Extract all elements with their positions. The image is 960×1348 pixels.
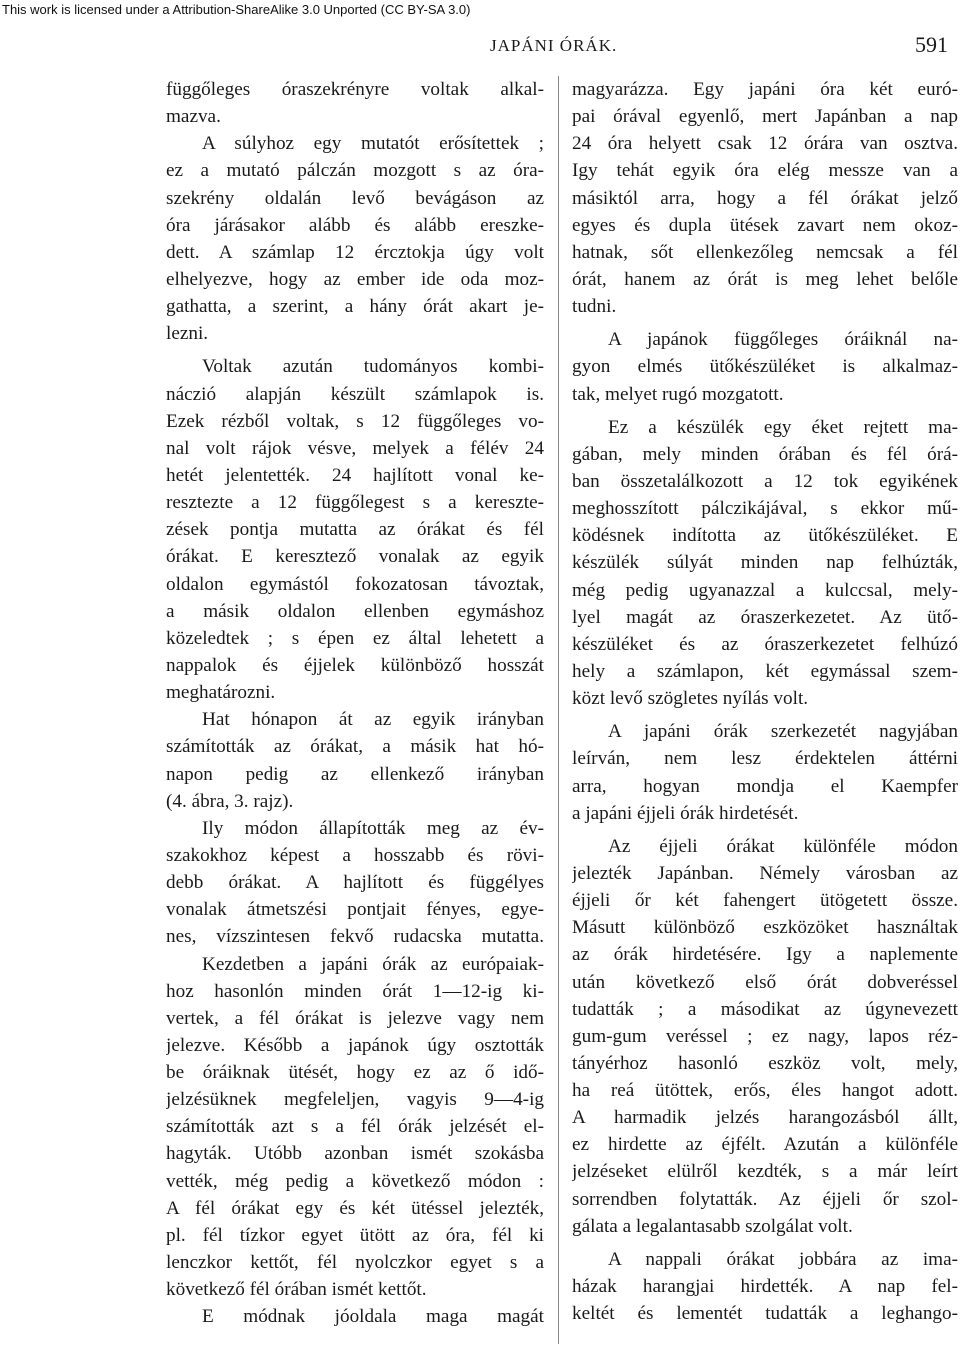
text-line: vették, még pedig a következő módon : [166, 1170, 544, 1192]
text-line: meghatározni. [166, 682, 276, 704]
text-line: E módnak jóoldala maga magát [202, 1306, 544, 1328]
text-line: nes, vízszintesen fekvő rudacska mutatta. [166, 926, 544, 948]
text-line: közeledtek ; s épen ez által lehetett a [166, 627, 544, 649]
text-line: hagyták. Utóbb azonban ismét szokásba [166, 1143, 544, 1165]
text-line: gyon elmés ütőkészüléket is alkalmaz- [572, 356, 958, 378]
text-line: pai órával egyenlő, mert Japánban a nap [572, 106, 958, 128]
text-line: ez hirdette az éjfélt. Azután a különféle [572, 1134, 958, 1156]
text-line: lenczkor kettőt, fél nyolczkor egyet s a [166, 1252, 544, 1274]
text-line: jelezve. Később a japánok úgy osztották [166, 1034, 544, 1056]
text-line: vonalak átmetszési pontjait fényes, egye- [166, 899, 544, 921]
text-line: be óráiknak ütését, hogy ez az ő idő- [166, 1062, 544, 1084]
text-line: ha reá ütöttek, erős, éles hangot adott. [572, 1080, 958, 1102]
text-line: 24 óra helyett csak 12 órára van osztva. [572, 133, 958, 155]
text-line: órákat. E keresztező vonalak az egyik [166, 546, 544, 568]
text-line: éjjeli őr két fahengert ütögetett össze. [572, 890, 958, 912]
text-line: A fél órákat egy és két ütéssel jelezték, [166, 1197, 544, 1219]
text-line: hoz hasonlón minden órát 1—12-ig ki- [166, 980, 544, 1002]
text-line: gum-gum veréssel ; ez nagy, lapos réz- [572, 1025, 958, 1047]
text-line: pl. fél tízkor egyet ütött az óra, fél ki [166, 1224, 544, 1246]
text-line: gában, mely minden órában és fél órá- [572, 443, 958, 465]
text-line: keltét és lementét tudatták a leghango- [572, 1303, 958, 1325]
text-line: lezni. [166, 323, 209, 345]
text-line: mazva. [166, 106, 221, 128]
text-line: jelezték Japánban. Némely városban az [572, 862, 958, 884]
text-line: hatnak, sőt ellenkezőleg nemcsak a fél [572, 241, 958, 263]
text-line: a japáni éjjeli órák hirdetését. [572, 802, 799, 824]
text-line: függőleges óraszekrényre voltak alkal- [166, 79, 544, 100]
text-line: ködésnek indította az ütőkészüléket. E [572, 525, 958, 547]
text-line: az órák hirdetésére. Igy a naplemente [572, 944, 958, 966]
text-line: gathatta, a szerint, a hány órát akart je- [166, 296, 544, 318]
text-line: következő fél órában ismét kettőt. [166, 1279, 427, 1301]
license-notice: This work is licensed under a Attribution-ShareAlike 3.0 Unported (CC BY-SA 3.0) [2, 2, 471, 17]
running-head: JAPÁNI ÓRÁK. [490, 36, 618, 55]
text-line: tudni. [572, 296, 617, 318]
text-line: zések pontja mutatta az órákat és fél [166, 519, 544, 541]
text-line: hely a számlapon, két egymással szem- [572, 660, 958, 682]
text-line: Voltak azután tudományos kombi- [202, 356, 544, 378]
text-line: debb órákat. A hajlított és függélyes [166, 872, 544, 894]
text-line: Igy tehát egyik óra elég messze van a [572, 160, 958, 182]
text-line: A japáni órák szerkezetét nagyjában [608, 721, 958, 743]
text-line: közt levő szögletes nyílás volt. [572, 688, 809, 710]
text-line: tányérhoz hasonló eszköz volt, mely, [572, 1052, 958, 1074]
text-line: számították az órákat, a másik hat hó- [166, 736, 544, 758]
text-line: egyes és dupla ütések zavart nem okoz- [572, 214, 958, 236]
text-line: tudatták ; a másodikat az úgynevezett [572, 998, 958, 1020]
text-line: gálata a legalantasabb szolgálat volt. [572, 1215, 853, 1237]
text-line: számították azt s a fél órák jelzését el- [166, 1116, 544, 1138]
text-line: óra járásakor alább és alább ereszke- [166, 214, 544, 236]
text-line: Az éjjeli órákat különféle módon [608, 835, 958, 857]
text-line: a másik oldalon ellenben egymáshoz [166, 600, 544, 622]
text-line: szekrény oldalán levő bevágáson az [166, 187, 544, 209]
text-line: A nappali órákat jobbára az ima- [608, 1248, 958, 1270]
text-line: nappalok és éjjelek különböző hosszát [166, 654, 544, 676]
text-line: magyarázza. Egy japáni óra két euró- [572, 79, 958, 100]
text-line: Másutt különböző eszközöket használtak [572, 917, 958, 939]
text-line: Ily módon állapították meg az év- [202, 817, 544, 839]
text-line: még pedig ugyanazzal a kulccsal, mely- [572, 579, 958, 601]
text-line: lyel magát az óraszerkezetet. Az ütő- [572, 606, 958, 628]
text-line: náczió alapján készült számlapok is. [166, 383, 544, 405]
text-line: oldalon egymástól fokozatosan távoztak, [166, 573, 544, 595]
column-divider [558, 76, 559, 1344]
text-line: A súlyhoz egy mutatót erősítettek ; [202, 133, 544, 155]
text-line: resztezte a 12 függőlegest s a kereszte- [166, 492, 544, 514]
text-line: Ezek rézből voltak, s 12 függőleges vo- [166, 410, 544, 432]
text-line: másiktól arra, hogy a fél órákat jelző [572, 187, 958, 209]
text-line: készülék súlyát minden nap felhúzták, [572, 552, 958, 574]
text-line: nal volt rájok vésve, melyek a félév 24 [166, 437, 544, 459]
left-column [166, 76, 544, 1330]
text-line: házak harangjai hirdették. A nap fel- [572, 1276, 958, 1298]
text-line: Ez a készülék egy éket rejtett ma- [608, 416, 958, 438]
text-line: jelzéseket elülről kezdték, s a már leírt [572, 1161, 958, 1183]
text-line: (4. ábra, 3. rajz). [166, 790, 294, 812]
text-line: Kezdetben a japáni órák az európaiak- [202, 953, 544, 975]
text-line: után következő első órát dobveréssel [572, 971, 958, 993]
text-line: hetét jelentették. 24 hajlított vonal ke- [166, 464, 544, 486]
text-line: tak, melyet rugó mozgatott. [572, 383, 784, 405]
text-line: A harmadik jelzés harangozásból állt, [572, 1107, 958, 1129]
text-line: órát, hanem az órát is meg lehet belőle [572, 268, 958, 290]
text-line: ban összetalálkozott a 12 tok egyikének [572, 470, 958, 492]
text-line: A japánok függőleges óráiknál na- [608, 329, 958, 351]
text-line: jelzésüknek megfeleljen, vagyis 9—4-ig [166, 1089, 544, 1111]
text-line: Hat hónapon át az egyik irányban [202, 709, 544, 731]
text-line: készüléket és az óraszerkezetet felhúzó [572, 633, 958, 655]
right-column [572, 76, 958, 1327]
text-line: ez a mutató pálczán mozgott s az óra- [166, 160, 544, 182]
text-line: szakokhoz képest a hosszabb és rövi- [166, 844, 544, 866]
text-line: leírván, nem lesz érdektelen áttérni [572, 748, 958, 770]
text-line: elhelyezve, hogy az ember ide oda moz- [166, 268, 544, 290]
text-line: vertek, a fél órákat is jelezve vagy nem [166, 1007, 544, 1029]
text-line: dett. A számlap 12 ércztokja úgy volt [166, 241, 544, 263]
text-line: meghosszított pálczikájával, s ekkor mű- [572, 498, 958, 520]
page-number: 591 [915, 32, 948, 57]
text-line: napon pedig az ellenkező irányban [166, 763, 544, 785]
text-line: arra, hogyan mondja el Kaempfer [572, 775, 958, 797]
text-line: sorrendben folytatták. Az éjjeli őr szol- [572, 1188, 958, 1210]
